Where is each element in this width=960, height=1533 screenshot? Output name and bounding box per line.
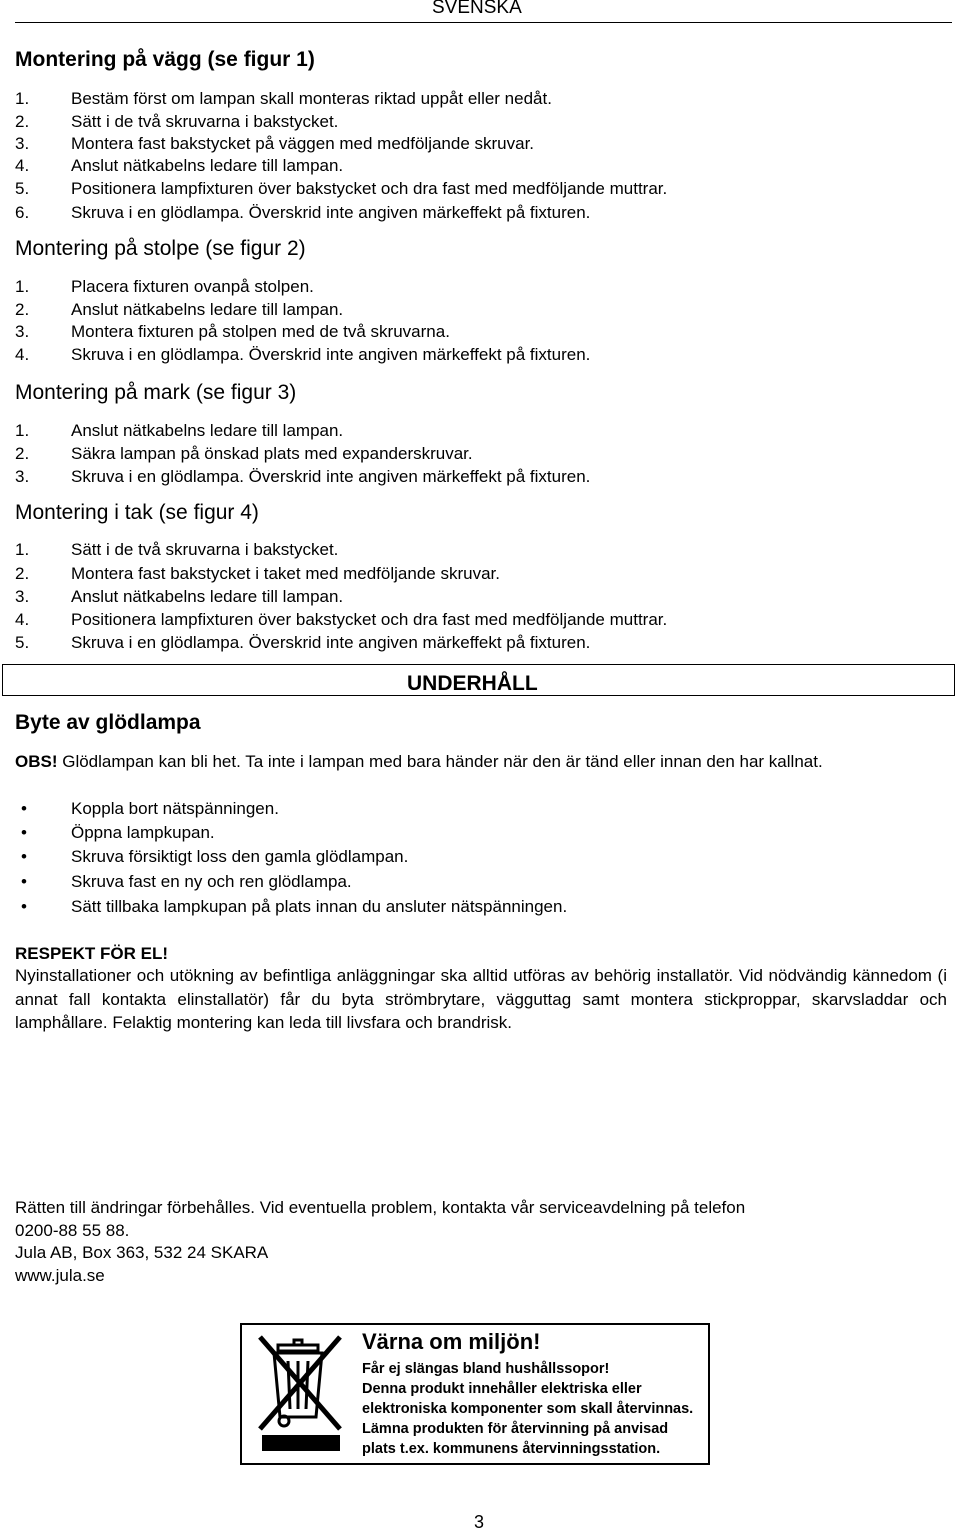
- header-rule: [15, 22, 952, 23]
- maintenance-heading: UNDERHÅLL: [407, 672, 538, 695]
- weee-line: Denna produkt innehåller elektriska eller: [362, 1381, 642, 1397]
- bulb-replacement-title: Byte av glödlampa: [15, 711, 201, 734]
- list-item: 2. Montera fast bakstycket i taket med medföljande skruvar.: [15, 564, 500, 583]
- bullet-icon: •: [21, 823, 27, 842]
- weee-notice: [240, 1323, 710, 1465]
- obs-label: OBS!: [15, 752, 58, 771]
- list-item: 3. Montera fast bakstycket på väggen med medföljande skruvar.: [15, 134, 535, 153]
- weee-line: elektroniska komponenter som skall återvinnas.: [362, 1401, 694, 1417]
- footer-line: Rätten till ändringar förbehålles. Vid eventuella problem, kontakta vår serviceavdelning på telefon: [15, 1198, 746, 1217]
- respect-title: RESPEKT FÖR EL!: [15, 944, 169, 963]
- weee-line: plats t.ex. kommunens återvinningsstation.: [362, 1441, 661, 1457]
- obs-paragraph: [15, 750, 947, 774]
- bullet-icon: •: [21, 872, 27, 891]
- weee-title: Värna om miljön!: [362, 1329, 541, 1354]
- obs-text: Glödlampan kan bli het. Ta inte i lampan med bara händer när den är tänd eller innan den har kallnat.: [57, 752, 823, 771]
- crossed-bin-icon: [254, 1331, 348, 1457]
- list-item: 5. Positionera lampfixturen över bakstycket och dra fast med medföljande muttrar.: [15, 179, 668, 198]
- bullet-icon: •: [21, 847, 27, 866]
- list-item: 5. Skruva i en glödlampa. Överskrid inte angiven märkeffekt på fixturen.: [15, 633, 591, 652]
- bullet-icon: •: [21, 799, 27, 818]
- maintenance-banner: [2, 664, 955, 696]
- respect-paragraph: Nyinstallationer och utökning av befintliga anläggningar ska alltid utföras av behörig installatör. Vid nödvändig kännedom (i annat fall kontakta elinstallatör) får du byta strömbrytare, vägguttag samt montera stickproppar, skarvsladdar och lamphållare. Felaktig montering kan leda till livsfara och brandrisk.: [15, 966, 947, 1032]
- list-item: 1. Placera fixturen ovanpå stolpen.: [15, 277, 314, 296]
- list-item: 6. Skruva i en glödlampa. Överskrid inte angiven märkeffekt på fixturen.: [15, 203, 591, 222]
- list-item: • Skruva försiktigt loss den gamla glödlampan.: [15, 846, 408, 868]
- list-item: 2. Säkra lampan på önskad plats med expanderskruvar.: [15, 444, 473, 463]
- list-item: 4. Anslut nätkabelns ledare till lampan.: [15, 156, 344, 175]
- list-item: 3. Anslut nätkabelns ledare till lampan.: [15, 587, 344, 606]
- section-title-pole: Montering på stolpe (se figur 2): [15, 237, 306, 260]
- bullet-icon: •: [21, 897, 27, 916]
- list-item: 4. Positionera lampfixturen över bakstycket och dra fast med medföljande muttrar.: [15, 610, 668, 629]
- section-title-wall: Montering på vägg (se figur 1): [15, 48, 315, 71]
- list-item: • Skruva fast en ny och ren glödlampa.: [15, 871, 352, 893]
- list-item: 3. Montera fixturen på stolpen med de två skruvarna.: [15, 322, 450, 341]
- footer-phone: 0200-88 55 88.: [15, 1221, 130, 1240]
- weee-line: Får ej slängas bland hushållssopor!: [362, 1361, 610, 1377]
- list-item: • Öppna lampkupan.: [15, 822, 215, 844]
- list-item: 1. Sätt i de två skruvarna i bakstycket.: [15, 540, 339, 559]
- list-item: 3. Skruva i en glödlampa. Överskrid inte angiven märkeffekt på fixturen.: [15, 467, 591, 486]
- section-title-ground: Montering på mark (se figur 3): [15, 381, 297, 404]
- language-label: SVENSKA: [432, 0, 522, 18]
- section-title-ceiling: Montering i tak (se figur 4): [15, 501, 259, 524]
- footer-address: Jula AB, Box 363, 532 24 SKARA: [15, 1243, 269, 1262]
- weee-line: Lämna produkten för återvinning på anvisad: [362, 1421, 669, 1437]
- list-item: 2. Anslut nätkabelns ledare till lampan.: [15, 300, 344, 319]
- footer-website: www.jula.se: [15, 1266, 105, 1285]
- list-item: 4. Skruva i en glödlampa. Överskrid inte angiven märkeffekt på fixturen.: [15, 345, 591, 364]
- list-item: 2. Sätt i de två skruvarna i bakstycket.: [15, 112, 339, 131]
- list-item: • Koppla bort nätspänningen.: [15, 798, 279, 820]
- list-item: 1. Anslut nätkabelns ledare till lampan.: [15, 421, 344, 440]
- list-item: 1. Bestäm först om lampan skall monteras riktad uppåt eller nedåt.: [15, 89, 552, 108]
- page-number: 3: [474, 1512, 485, 1532]
- list-item: • Sätt tillbaka lampkupan på plats innan du ansluter nätspänningen.: [15, 896, 567, 918]
